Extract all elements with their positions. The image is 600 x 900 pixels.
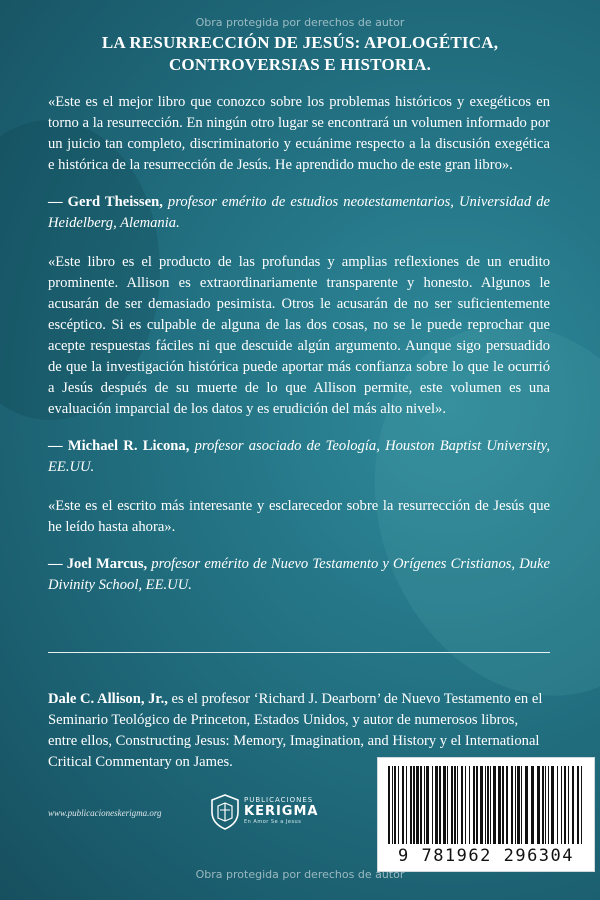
endorsement-quote-2: «Este libro es el producto de las profundas y amplias reflexiones de un erudito prominente. Allison es extraordinariamente transparente y honesto. Algunos le acusarán de ser demasiado pesimista. Otros le acusarán de no ser suficientemente escéptico. Si es culpable de alguna de las dos cosas, no se le puede reprochar que acepte respuestas fáciles ni que descuide algún argumento. Aunque sigo persuadido de que la investigación histórica puede aportar más confianza sobre lo que le ocurrió a Jesús después de su muerte de lo que Allison permite, este volumen es una evaluación imparcial de los datos y es erudición del más alto nivel». <box>48 254 550 417</box>
barcode-bar <box>388 766 390 844</box>
endorsement-quote-1: «Este es el mejor libro que conozco sobre los problemas históricos y exegéticos en torno a la resurrección. En ningún otro lugar se encontrará un volumen informado por un juicio tan completo, discriminatorio y ecuánime respecto a la discusión exegética e histórica de la resurrección de Jesús. He aprendido mucho de este gran libro». <box>48 94 550 173</box>
endorsements <box>48 92 550 614</box>
barcode-bar <box>551 766 554 844</box>
barcode-bar <box>413 766 415 844</box>
barcode-bar <box>515 766 516 844</box>
author-bio-text: es el profesor ‘Richard J. Dearborn’ de Nuevo Testamento en el Seminario Teológico de Princeton, Estados Unidos, y autor de numerosos libros, entre ellos, Constructing Jesus: Memory, Imagination, and History y el International Critical Commentary on James. <box>48 690 543 770</box>
barcode-bar <box>392 766 393 844</box>
barcode-bar <box>577 766 579 844</box>
barcode-bar <box>498 766 501 844</box>
barcode-bar <box>561 766 562 844</box>
barcode-bar <box>406 766 407 844</box>
title-line-2: CONTROVERSIAS E HISTORIA. <box>168 55 432 74</box>
barcode-bar <box>469 766 470 844</box>
publisher-name: KERIGMA <box>244 804 319 819</box>
barcode-bar <box>490 766 491 844</box>
publisher-label: PUBLICACIONES <box>244 796 314 804</box>
barcode-bar <box>424 766 425 844</box>
barcode-bar <box>564 766 566 844</box>
barcode-bar <box>476 766 478 844</box>
barcode-bar <box>432 766 433 844</box>
barcode-bar <box>548 766 549 844</box>
title-line-1: LA RESURRECCIÓN DE JESÚS: APOLOGÉTICA, <box>101 33 499 52</box>
shield-emblem-icon <box>210 794 240 830</box>
publisher-tagline: En Amor Se a Jesus <box>244 819 302 825</box>
endorsement-attribution-2 <box>48 436 550 478</box>
barcode-bars <box>386 766 586 844</box>
endorsement-quote-3: «Este es el escrito más interesante y esclarecedor sobre la resurrección de Jesús que he leído hasta ahora». <box>48 498 550 535</box>
barcode-bar <box>451 766 453 844</box>
barcode-bar <box>480 766 483 844</box>
barcode-bar <box>531 766 534 844</box>
barcode-bar <box>545 766 546 844</box>
endorser-name: — Michael R. Licona, <box>48 438 190 454</box>
barcode-bar <box>521 766 522 844</box>
barcode-bar <box>398 766 399 844</box>
barcode-bar <box>511 766 513 844</box>
barcode-bar <box>420 766 422 844</box>
publisher-website: www.publicacioneskerigma.org <box>48 808 162 818</box>
barcode-bar <box>517 766 520 844</box>
barcode-bar <box>457 766 458 844</box>
barcode-bar <box>443 766 446 844</box>
barcode-bar <box>416 766 419 844</box>
barcode-bar <box>435 766 438 844</box>
barcode-bar <box>487 766 489 844</box>
barcode-bar <box>485 766 486 844</box>
endorser-name: — Joel Marcus, <box>48 556 148 572</box>
barcode-bar <box>439 766 441 844</box>
barcode-bar <box>394 766 396 844</box>
publisher-logo <box>210 790 330 840</box>
barcode-bar <box>461 766 463 844</box>
watermark-bottom: Obra protegida por derechos de autor <box>195 868 405 881</box>
barcode-bar <box>410 766 412 844</box>
back-cover-title <box>40 32 560 76</box>
barcode-bar <box>506 766 508 844</box>
barcode-bar <box>568 766 569 844</box>
barcode-bar <box>572 766 574 844</box>
barcode-bar <box>454 766 456 844</box>
barcode-bar <box>426 766 429 844</box>
barcode-bar <box>542 766 544 844</box>
endorsement-attribution-3 <box>48 554 550 596</box>
barcode-bar <box>473 766 475 844</box>
barcode-bar <box>557 766 558 844</box>
barcode-bar <box>537 766 540 844</box>
endorser-role: profesor asociado de Teología, Houston Baptist University, EE.UU. <box>48 438 550 475</box>
endorser-role: profesor emérito de estudios neotestamentarios, Universidad de Heidelberg, Alemania. <box>48 194 550 231</box>
author-name: Dale C. Allison, Jr., <box>48 690 168 707</box>
endorser-role: profesor emérito de Nuevo Testamento y Orígenes Cristianos, Duke Divinity School, EE.UU. <box>48 556 550 593</box>
isbn-barcode <box>377 757 595 872</box>
barcode-bar <box>525 766 528 844</box>
endorser-name: — Gerd Theissen, <box>48 194 163 210</box>
barcode-bar <box>465 766 466 844</box>
isbn-number: 9 781962 296304 <box>397 846 575 866</box>
watermark-top: Obra protegida por derechos de autor <box>195 16 405 29</box>
section-divider <box>48 652 550 653</box>
barcode-bar <box>493 766 496 844</box>
endorsement-attribution-1 <box>48 192 550 234</box>
barcode-bar <box>502 766 504 844</box>
barcode-bar <box>581 766 582 844</box>
barcode-bar <box>402 766 404 844</box>
barcode-bar <box>447 766 448 844</box>
